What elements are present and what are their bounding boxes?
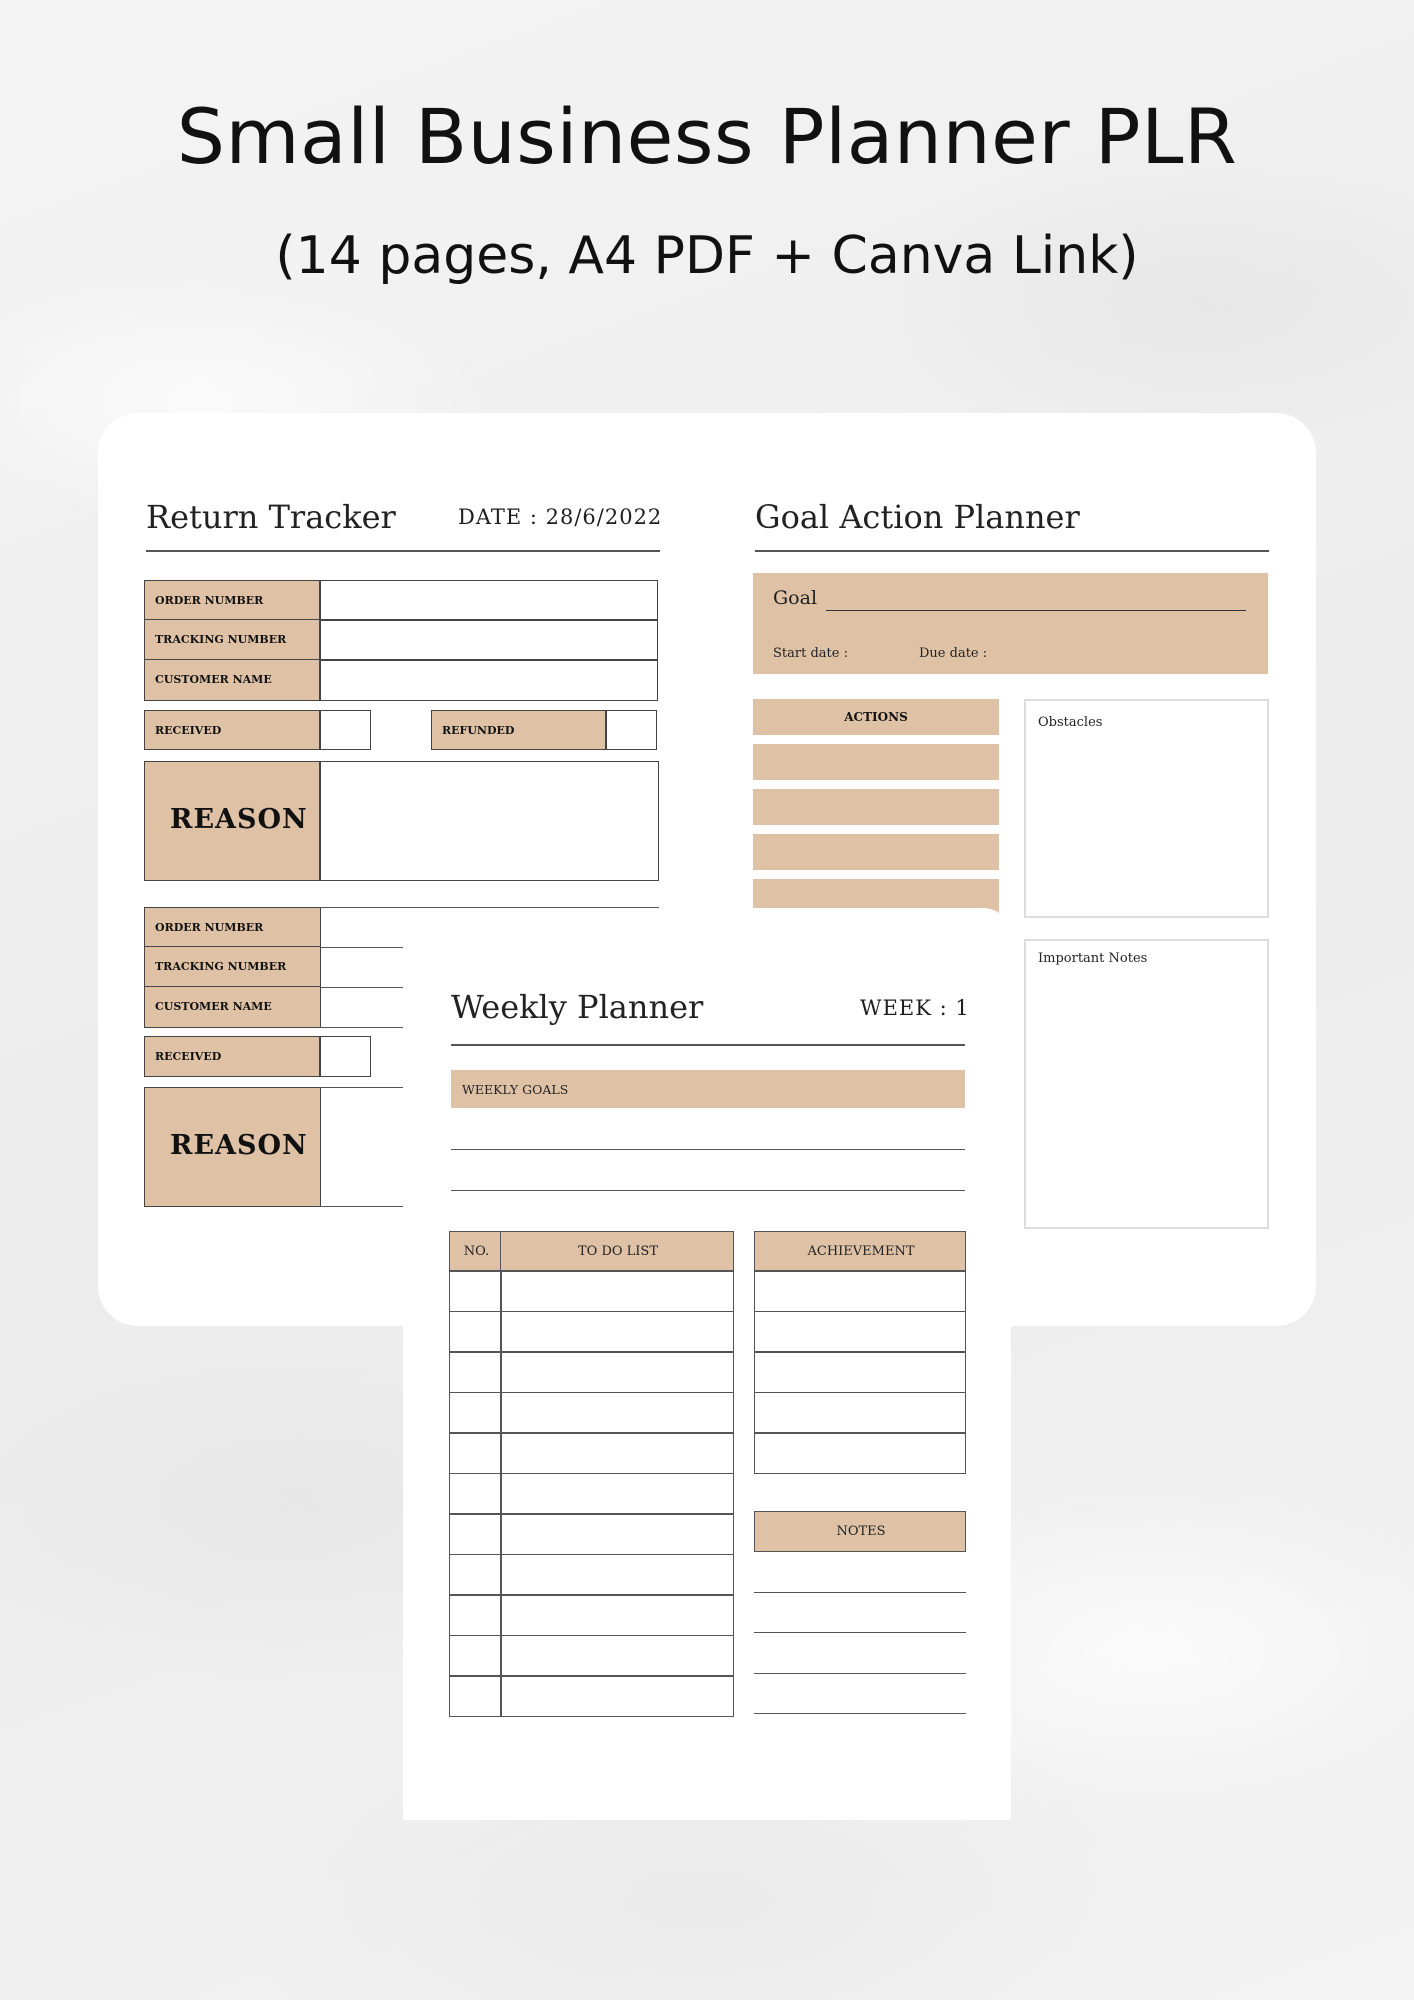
customer-name-label-cell-2	[144, 986, 321, 1028]
tracking-number-label-cell-2	[144, 946, 321, 988]
todo-number-cell[interactable]	[449, 1311, 502, 1353]
action-row[interactable]	[753, 834, 999, 870]
field-line	[319, 1087, 409, 1088]
received-checkbox[interactable]	[319, 710, 371, 750]
notes-line[interactable]	[754, 1592, 966, 1593]
weekly-planner-title: Weekly Planner	[451, 988, 704, 1026]
todo-item-cell[interactable]	[500, 1513, 734, 1555]
return-tracker-title: Return Tracker	[146, 498, 396, 536]
received-checkbox-2[interactable]	[319, 1036, 371, 1077]
todo-item-cell[interactable]	[500, 1554, 734, 1596]
achievement-header	[754, 1231, 966, 1272]
field-line	[319, 947, 409, 948]
todo-item-cell[interactable]	[500, 1635, 734, 1677]
todo-item-cell[interactable]	[500, 1392, 734, 1434]
tracking-number-field[interactable]	[319, 619, 658, 661]
todo-number-cell[interactable]	[449, 1392, 502, 1434]
actions-label: ACTIONS	[844, 710, 908, 724]
todo-number-cell[interactable]	[449, 1594, 502, 1636]
notes-line[interactable]	[754, 1713, 966, 1714]
todo-number-cell[interactable]	[449, 1635, 502, 1677]
todo-label: TO DO LIST	[577, 1244, 659, 1259]
todo-item-cell[interactable]	[500, 1432, 734, 1474]
important-notes-box[interactable]	[1024, 939, 1269, 1229]
todo-item-cell[interactable]	[500, 1311, 734, 1353]
weekly-planner-page	[403, 908, 1011, 1820]
todo-number-cell[interactable]	[449, 1270, 502, 1312]
order-number-label: ORDER NUMBER	[155, 594, 264, 607]
reason-label-cell	[144, 761, 321, 881]
todo-number-cell[interactable]	[449, 1554, 502, 1596]
goal-planner-title: Goal Action Planner	[755, 498, 1080, 536]
todo-number-cell[interactable]	[449, 1351, 502, 1393]
achievement-cell[interactable]	[754, 1392, 966, 1434]
reason-field[interactable]	[319, 761, 659, 881]
notes-header	[754, 1511, 966, 1552]
tracking-number-label: TRACKING NUMBER	[155, 633, 287, 646]
customer-name-field[interactable]	[319, 659, 658, 701]
reason-label-2: REASON	[170, 1130, 308, 1161]
title-divider	[451, 1044, 965, 1046]
achievement-cell[interactable]	[754, 1270, 966, 1312]
notes-label: NOTES	[836, 1524, 886, 1539]
notes-line[interactable]	[754, 1632, 966, 1633]
todo-item-cell[interactable]	[500, 1473, 734, 1515]
tracking-number-label-2: TRACKING NUMBER	[155, 960, 287, 973]
customer-name-label: CUSTOMER NAME	[155, 673, 272, 686]
field-line	[319, 1027, 409, 1028]
product-subtitle: (14 pages, A4 PDF + Canva Link)	[275, 226, 1139, 286]
achievement-cell[interactable]	[754, 1311, 966, 1353]
received-label-cell-2	[144, 1036, 321, 1077]
refunded-checkbox[interactable]	[605, 710, 657, 750]
product-title: Small Business Planner PLR	[176, 92, 1238, 181]
todo-item-cell[interactable]	[500, 1270, 734, 1312]
obstacles-box[interactable]	[1024, 699, 1269, 918]
todo-number-cell[interactable]	[449, 1473, 502, 1515]
reason-label-cell-2	[144, 1087, 321, 1207]
order-number-label-2: ORDER NUMBER	[155, 921, 264, 934]
todo-number-cell[interactable]	[449, 1432, 502, 1474]
received-label-2: RECEIVED	[155, 1050, 222, 1063]
reason-label: REASON	[170, 804, 308, 835]
received-label-cell	[144, 710, 321, 750]
order-number-field[interactable]	[319, 580, 658, 621]
todo-number-cell[interactable]	[449, 1513, 502, 1555]
tracking-number-label-cell	[144, 619, 321, 661]
goal-panel	[753, 573, 1268, 674]
refunded-label-cell	[431, 710, 607, 750]
weekly-goals-label: WEEKLY GOALS	[462, 1082, 569, 1097]
due-date-label: Due date :	[919, 646, 988, 661]
todo-item-cell[interactable]	[500, 1351, 734, 1393]
obstacles-label: Obstacles	[1038, 715, 1103, 730]
achievement-cell[interactable]	[754, 1351, 966, 1393]
refunded-label: REFUNDED	[442, 724, 515, 737]
weekly-goals-header	[451, 1070, 965, 1108]
goal-line[interactable]	[451, 1149, 965, 1150]
no-label: NO.	[463, 1244, 490, 1259]
week-number: WEEK : 1	[860, 996, 970, 1020]
order-number-label-cell	[144, 580, 321, 621]
field-line	[319, 1206, 409, 1207]
customer-name-label-cell	[144, 659, 321, 701]
title-divider	[146, 550, 660, 552]
notes-line[interactable]	[754, 1673, 966, 1674]
achievement-label: ACHIEVEMENT	[807, 1244, 915, 1259]
customer-name-label-2: CUSTOMER NAME	[155, 1000, 272, 1013]
goal-label: Goal	[773, 587, 818, 609]
actions-header	[753, 699, 999, 735]
goal-line[interactable]	[451, 1190, 965, 1191]
goal-line[interactable]	[826, 610, 1246, 611]
important-notes-label: Important Notes	[1038, 951, 1148, 966]
todo-item-cell[interactable]	[500, 1675, 734, 1717]
received-label: RECEIVED	[155, 724, 222, 737]
achievement-cell[interactable]	[754, 1432, 966, 1474]
title-divider	[755, 550, 1269, 552]
field-line	[319, 987, 409, 988]
action-row[interactable]	[753, 744, 999, 780]
no-header	[449, 1231, 502, 1272]
order-number-label-cell-2	[144, 907, 321, 948]
todo-header	[500, 1231, 734, 1272]
action-row[interactable]	[753, 789, 999, 825]
return-tracker-date: DATE : 28/6/2022	[458, 505, 663, 529]
start-date-label: Start date :	[773, 646, 848, 661]
todo-number-cell[interactable]	[449, 1675, 502, 1717]
todo-item-cell[interactable]	[500, 1594, 734, 1636]
